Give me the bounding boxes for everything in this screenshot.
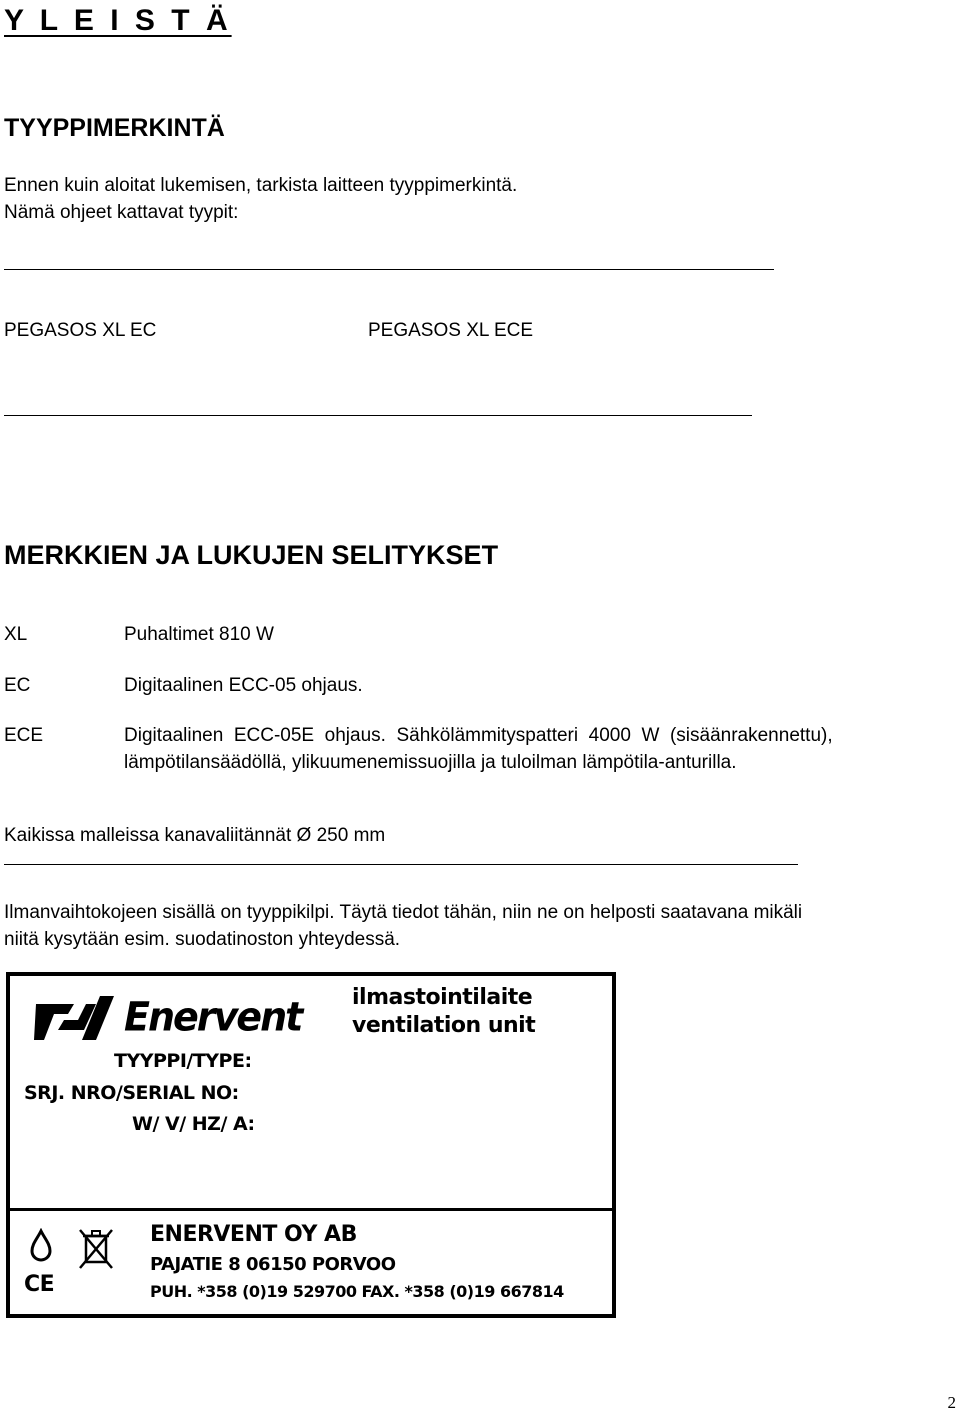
type-plate-instruction-line-2: niitä kysytään esim. suodatinoston yhteydessä. bbox=[4, 929, 401, 950]
page-title: Y L E I S T Ä bbox=[4, 4, 232, 37]
type-plate-instruction-line-1: Ilmanvaihtokojeen sisällä on tyyppikilpi. Täytä tiedot tähän, niin ne on helposti saatavana mikäli bbox=[4, 902, 803, 923]
intro-line-1: Ennen kuin aloitat lukemisen, tarkista laitteen tyyppimerkintä. bbox=[4, 175, 518, 196]
legend-desc-continued: lämpötilansäädöllä, ylikuumenemissuojilla ja tuloilman lämpötila-anturilla. bbox=[124, 752, 737, 773]
model-name-2: PEGASOS XL ECE bbox=[368, 320, 534, 341]
plate-title-en: ventilation unit bbox=[352, 1013, 536, 1038]
field-type-label: TYYPPI/TYPE: bbox=[114, 1050, 252, 1072]
water-drop-icon bbox=[28, 1228, 54, 1262]
field-power-label: W/ V/ HZ/ A: bbox=[132, 1113, 255, 1135]
plate-title-fi: ilmastointilaite bbox=[352, 985, 533, 1010]
legend-desc: Digitaalinen ECC-05E ohjaus. Sähkölämmityspatteri 4000 W (sisäänrakennettu), bbox=[124, 725, 833, 746]
divider bbox=[4, 864, 798, 865]
company-name: ENERVENT OY AB bbox=[150, 1222, 357, 1247]
legend-code: EC bbox=[4, 675, 31, 696]
brand-name: Enervent bbox=[124, 993, 302, 1041]
legend-desc: Digitaalinen ECC-05 ohjaus. bbox=[124, 675, 363, 696]
company-phone-fax: PUH. *358 (0)19 529700 FAX. *358 (0)19 667814 bbox=[150, 1282, 564, 1301]
ce-mark-icon: CE bbox=[24, 1272, 55, 1297]
intro-line-2: Nämä ohjeet kattavat tyypit: bbox=[4, 202, 239, 223]
section-heading-legend: MERKKIEN JA LUKUJEN SELITYKSET bbox=[4, 540, 499, 570]
plate-divider bbox=[10, 1208, 612, 1211]
type-plate bbox=[6, 972, 616, 1318]
company-address: PAJATIE 8 06150 PORVOO bbox=[150, 1254, 396, 1275]
enervent-logo bbox=[34, 992, 301, 1042]
divider bbox=[4, 269, 774, 270]
legend-desc: Puhaltimet 810 W bbox=[124, 624, 274, 645]
plate-title bbox=[352, 984, 535, 1040]
weee-bin-icon bbox=[76, 1226, 116, 1270]
enervent-logo-icon bbox=[34, 992, 116, 1042]
field-serial-label: SRJ. NRO/SERIAL NO: bbox=[24, 1082, 239, 1104]
duct-connection-note: Kaikissa malleissa kanavaliitännät Ø 250 mm bbox=[4, 825, 386, 846]
divider bbox=[4, 415, 752, 416]
legend-code: XL bbox=[4, 624, 28, 645]
section-heading-type-marking: TYYPPIMERKINTÄ bbox=[4, 114, 225, 142]
legend-code: ECE bbox=[4, 725, 44, 746]
model-name-1: PEGASOS XL EC bbox=[4, 320, 157, 341]
page-number: 2 bbox=[947, 1393, 956, 1412]
